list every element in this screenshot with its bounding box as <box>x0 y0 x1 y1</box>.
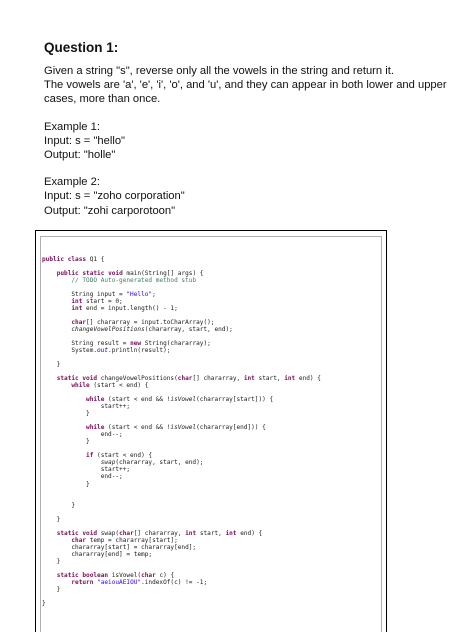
code-line: String result = new String(chararray); <box>42 340 211 348</box>
question-body <box>44 64 447 218</box>
code-line <box>42 523 321 530</box>
code-line: end--; <box>42 473 123 481</box>
example-2-heading: Example 2: <box>44 176 100 189</box>
code-line: public static void main(String[] args) { <box>56 270 204 278</box>
example-1-input: Input: s = "hello" <box>44 134 126 147</box>
code-screenshot <box>35 230 387 632</box>
code-line: start++; <box>42 403 131 411</box>
spacer <box>44 162 444 175</box>
code-line: while (start < end && !isVowel(chararray[start])) { <box>86 396 274 404</box>
code-line: start++; <box>42 466 131 474</box>
code-block <box>42 256 321 607</box>
code-line <box>42 333 321 340</box>
code-line: while (start < end && !isVowel(chararray[end])) { <box>86 424 266 432</box>
example-2-output: Output: "zohi carporotoon" <box>44 204 176 217</box>
code-line: } <box>42 410 90 418</box>
code-line: } <box>42 557 61 565</box>
code-line: changeVowelPositions(chararray, start, end); <box>71 326 233 334</box>
code-line: // TODO Auto-generated method stub <box>71 277 197 285</box>
code-line: static boolean isVowel(char c) { <box>56 571 175 579</box>
spacer <box>44 107 444 120</box>
description-line: Given a string "s", reverse only all the vowels in the string and return it. <box>44 65 394 77</box>
code-line: char[] chararray = input.toCharArray(); <box>71 319 215 327</box>
code-line: int start = 0; <box>71 298 123 306</box>
question-title: Question 1: <box>44 40 119 55</box>
code-line: public class Q1 { <box>42 256 105 263</box>
code-line: } <box>42 438 90 446</box>
code-line: swap(chararray, start, end); <box>100 459 204 467</box>
example-1-heading: Example 1: <box>44 120 100 133</box>
code-line: } <box>42 501 76 509</box>
example-2-input: Input: s = "zoho corporation" <box>44 190 185 203</box>
code-line <box>42 284 321 291</box>
code-line: System.out.println(result); <box>42 347 171 355</box>
code-line <box>42 488 321 495</box>
code-line <box>42 312 321 319</box>
code-line: static void changeVowelPositions(char[] chararray, int start, int end) { <box>56 375 321 383</box>
example-1-output: Output: "holle" <box>44 148 116 161</box>
code-line: while (start < end) { <box>71 382 149 390</box>
code-line: } <box>42 515 61 523</box>
code-line <box>42 509 321 516</box>
description-line: The vowels are 'a', 'e', 'i', 'o', and 'u', and they can appear in both lower and upper <box>44 79 447 92</box>
code-line: } <box>42 585 61 593</box>
description-line: cases, more than once. <box>44 93 161 106</box>
code-line: end--; <box>42 431 123 439</box>
code-line: if (start < end) { <box>86 452 153 460</box>
code-line <box>42 495 321 502</box>
code-line: static void swap(char[] chararray, int start, int end) { <box>56 529 263 537</box>
code-line <box>42 263 321 270</box>
code-line <box>42 593 321 600</box>
code-line: } <box>42 361 61 369</box>
code-line: chararray[end] = temp; <box>42 550 153 558</box>
code-line: return "aeiouAEIOU".indexOf(c) != -1; <box>71 578 208 586</box>
code-line: String input = "Hello"; <box>42 291 156 299</box>
code-line <box>42 565 321 572</box>
code-line: } <box>42 480 90 488</box>
code-line: char temp = chararray[start]; <box>71 536 178 544</box>
code-line: chararray[start] = chararray[end]; <box>42 543 197 551</box>
code-line <box>42 354 321 361</box>
code-line: } <box>42 599 46 607</box>
code-line: int end = input.length() - 1; <box>71 305 178 313</box>
